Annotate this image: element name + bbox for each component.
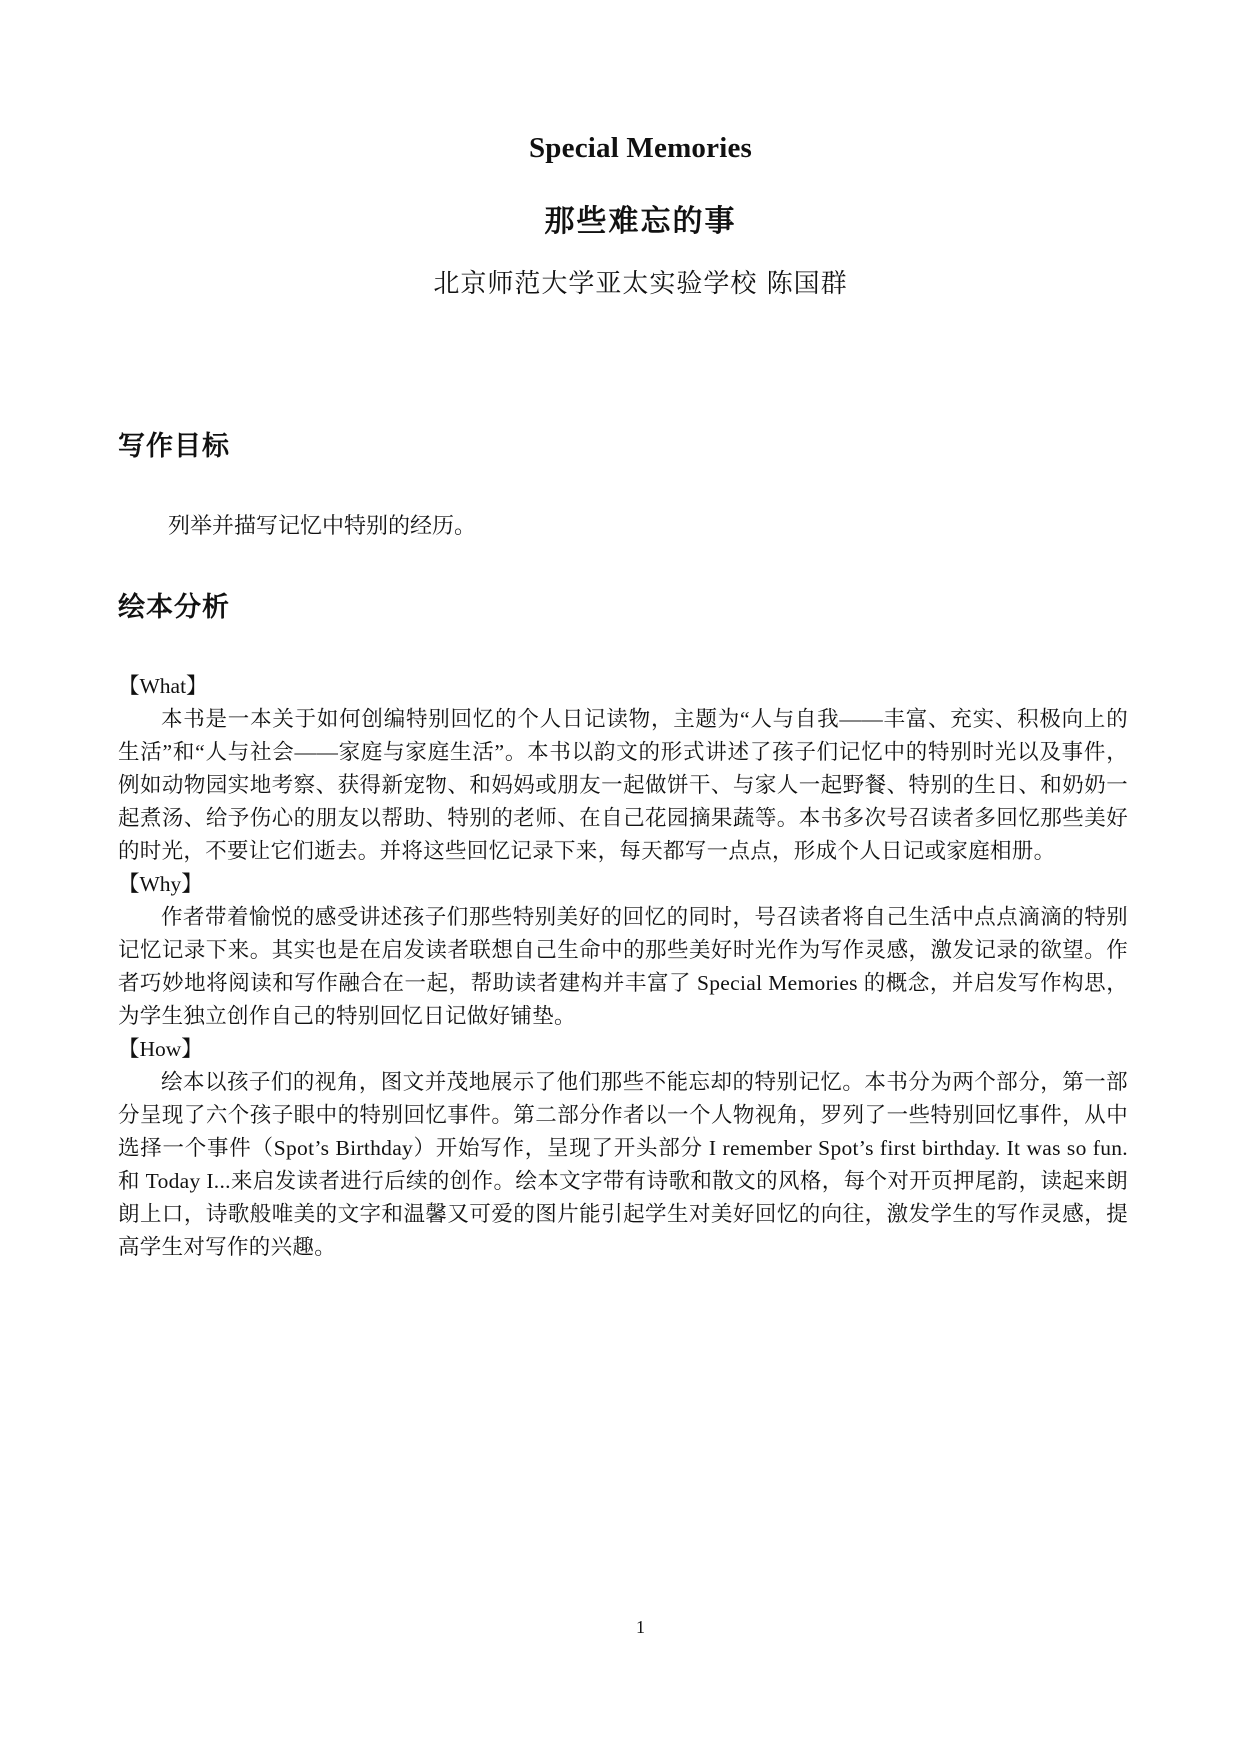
- page-number: 1: [636, 1617, 645, 1637]
- what-paragraph: 本书是一本关于如何创编特别回忆的个人日记读物，主题为“人与自我——丰富、充实、积极向上的生活”和“人与社会——家庭与家庭生活”。本书以韵文的形式讲述了孩子们记忆中的特别时光以及事件，例如动物园实地考察、获得新宠物、和妈妈或朋友一起做饼干、与家人一起野餐、特别的生日、和奶奶一起煮汤、给予伤心的朋友以帮助、特别的老师、在自己花园摘果蔬等。本书多次号召读者多回忆那些美好的时光，不要让它们逝去。并将这些回忆记录下来，每天都写一点点，形成个人日记或家庭相册。: [118, 707, 1128, 863]
- heading-picture-book-analysis: 绘本分析: [118, 592, 230, 623]
- author-line: 北京师范大学亚太实验学校 陈国群: [433, 269, 848, 299]
- how-paragraph: 绘本以孩子们的视角，图文并茂地展示了他们那些不能忘却的特别记忆。本书分为两个部分，第一部分呈现了六个孩子眼中的特别回忆事件。第二部分作者以一个人物视角，罗列了一些特别回忆事件，从中选择一个事件（Spot’s Birthday）开始写作，呈现了开头部分 I remember Spot’s first birthday. It was so fun. 和 Today I...来启发读者进行后续的创作。绘本文字带有诗歌和散文的风格，每个对开页押尾韵，读起来朗朗上口，诗歌般唯美的文字和温馨又可爱的图片能引起学生对美好回忆的向往，激发学生的写作灵感，提高学生对写作的兴趣。: [118, 1070, 1128, 1259]
- title-chinese: 那些难忘的事: [544, 204, 737, 239]
- why-label: 【Why】: [118, 872, 203, 896]
- why-paragraph: 作者带着愉悦的感受讲述孩子们那些特别美好的回忆的同时，号召读者将自己生活中点点滴滴的特别记忆记录下来。其实也是在启发读者联想自己生命中的那些美好时光作为写作灵感，激发记录的欲望。作者巧妙地将阅读和写作融合在一起，帮助读者建构并丰富了 Special Memories 的概念，并启发写作构思，为学生独立创作自己的特别回忆日记做好铺垫。: [118, 905, 1128, 1028]
- writing-goal-text: 列举并描写记忆中特别的经历。: [168, 514, 477, 539]
- title-english: Special Memories: [528, 132, 753, 164]
- how-label: 【How】: [118, 1037, 203, 1061]
- analysis-body: [118, 670, 1128, 1264]
- what-label: 【What】: [118, 674, 208, 698]
- heading-writing-goal: 写作目标: [118, 431, 230, 462]
